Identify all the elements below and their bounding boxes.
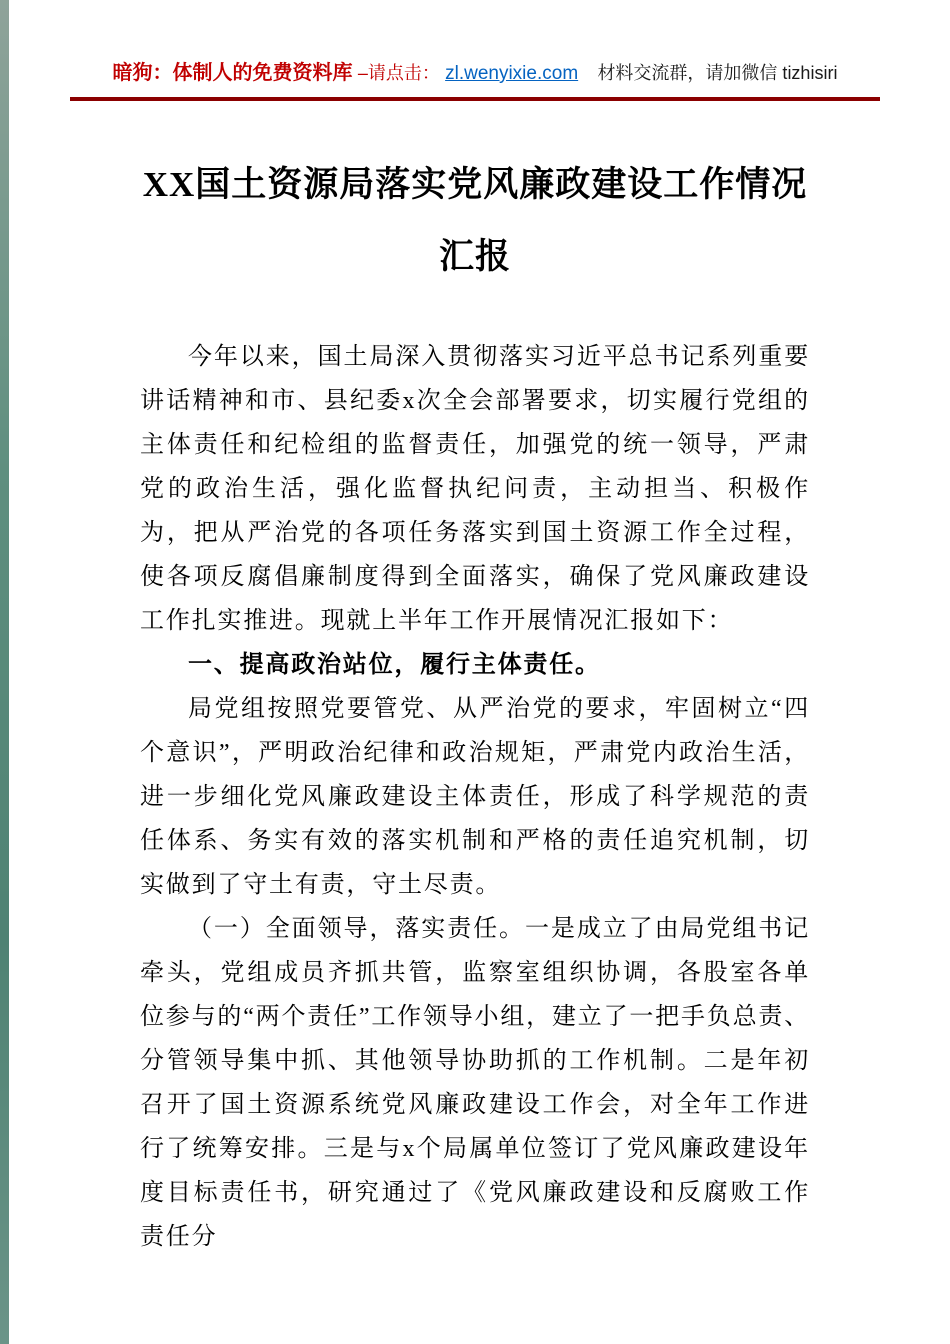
document-title-line1: XX国土资源局落实党风廉政建设工作情况 [142, 165, 808, 204]
document-body [140, 335, 810, 1259]
watermark-header [70, 50, 880, 85]
wechat-note-text: 材料交流群，请加微信 tizhisiri [597, 63, 838, 83]
paragraph-intro: 今年以来，国土局深入贯彻落实习近平总书记系列重要讲话精神和市、县纪委x次全会部署要求，切实履行党组的主体责任和纪检组的监督责任，加强党的统一领导，严肃党的政治生活，强化监督执纪问责，主动担当、积极作为，把从严治党的各项任务落实到国土资源工作全过程，使各项反腐倡廉制度得到全面落实，确保了党风廉政建设工作扎实推进。现就上半年工作开展情况汇报如下： [140, 343, 810, 634]
click-prompt-text: –请点击： [357, 63, 440, 83]
site-brand-text: 暗狗：体制人的免费资料库 [112, 62, 353, 84]
paragraph-section1: 局党组按照党要管党、从严治党的要求，牢固树立“四个意识”，严明政治纪律和政治规矩，严肃党内政治生活，进一步细化党风廉政建设主体责任，形成了科学规范的责任体系、务实有效的落实机制和严格的责任追究机制，切实做到了守土有责，守土尽责。 [140, 695, 810, 898]
document-title-line2: 汇报 [438, 236, 511, 276]
section-heading-1: 一、提高政治站位，履行主体责任。 [188, 650, 601, 678]
site-link[interactable]: zl.wenyixie.com [445, 63, 579, 84]
header-divider-rule [70, 97, 880, 101]
paragraph-section1-item1: （一）全面领导，落实责任。一是成立了由局党组书记牵头，党组成员齐抓共管，监察室组织协调，各股室各单位参与的“两个责任”工作领导小组，建立了一把手负总责、分管领导集中抓、其他领导协助抓的工作机制。二是年初召开了国土资源系统党风廉政建设工作会，对全年工作进行了统筹安排。三是与x个局属单位签订了党风廉政建设年度目标责任书，研究通过了《党风廉政建设和反腐败工作责任分 [140, 915, 810, 1250]
document-title [70, 149, 880, 293]
